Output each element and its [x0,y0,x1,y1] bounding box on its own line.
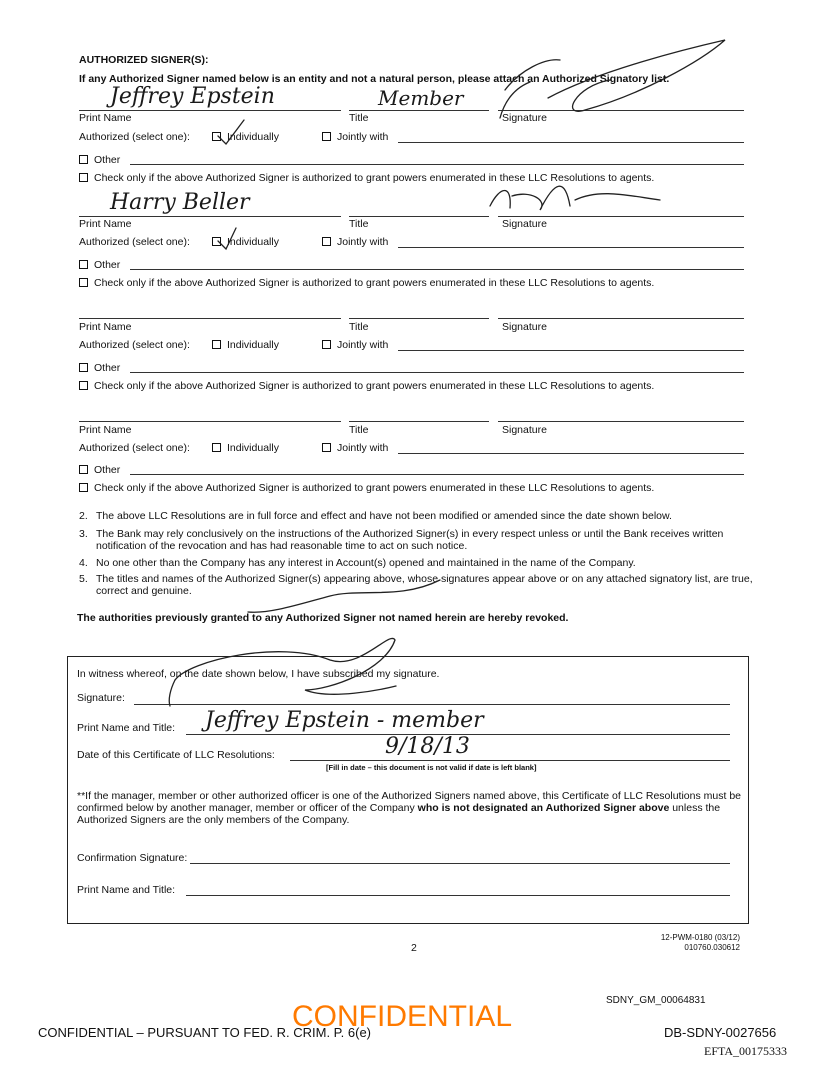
title-label: Title [349,218,369,230]
date-note: [Fill in date – this document is not valid if date is left blank] [326,763,537,772]
certificate-date-value: 9/18/13 [385,734,470,759]
signature-label: Signature [502,321,547,333]
checkbox-icon[interactable] [322,340,331,349]
jointly-option[interactable]: Jointly with [322,131,388,143]
other-option[interactable]: Other [79,362,120,374]
checkbox-icon[interactable] [79,363,88,372]
checkbox-icon[interactable] [322,132,331,141]
signature-label: Signature [502,218,547,230]
page-number: 2 [411,942,417,954]
item-text: The Bank may rely conclusively on the instructions of the Authorized Signer(s) in every respect unless or until the Bank receives written notification of the revocation and has had reasonable time to act on such notice. [96,528,724,552]
jointly-option[interactable]: Jointly with [322,339,388,351]
other-option[interactable]: Other [79,154,120,166]
signature-label: Signature [502,112,547,124]
instruction-text: If any Authorized Signer named below is an entity and not a natural person, please attach an Authorized Signatory list. [79,73,670,85]
print-name-label: Print Name [79,218,132,230]
jointly-option[interactable]: Jointly with [322,442,388,454]
confirmation-signature-label: Confirmation Signature: [77,852,188,864]
checkbox-icon[interactable] [79,173,88,182]
jointly-option[interactable]: Jointly with [322,236,388,248]
authorized-label: Authorized (select one): [79,442,190,454]
authorized-label: Authorized (select one): [79,131,190,143]
witness-signature-label: Signature: [77,692,125,704]
individually-option[interactable]: Individually [212,442,279,454]
signer-title-value: Member [378,86,464,110]
print-name-label: Print Name [79,112,132,124]
checkbox-icon[interactable] [79,465,88,474]
grant-powers-option[interactable]: Check only if the above Authorized Signer is authorized to grant powers enumerated in these LLC Resolutions to agents. [79,172,654,184]
individually-option[interactable]: Individually [212,131,279,143]
item-text: The above LLC Resolutions are in full force and effect and have not been modified or amended since the date shown below. [96,510,672,522]
checkbox-icon[interactable] [79,483,88,492]
witness-name-title-label: Print Name and Title: [77,722,176,734]
witness-name-title-value: Jeffrey Epstein - member [205,708,484,733]
section-heading: AUTHORIZED SIGNER(S): [79,54,209,66]
grant-powers-option[interactable]: Check only if the above Authorized Signer is authorized to grant powers enumerated in these LLC Resolutions to agents. [79,482,654,494]
checkbox-icon[interactable] [79,260,88,269]
bates-number-db: DB-SDNY-0027656 [664,1025,777,1040]
individually-option[interactable]: Individually [212,236,279,248]
confirmation-name-title-label: Print Name and Title: [77,884,176,896]
signature-label: Signature [502,424,547,436]
title-label: Title [349,424,369,436]
title-label: Title [349,112,369,124]
item-text: The titles and names of the Authorized Signer(s) appearing above, whose signatures appear above or on any attached signatory list, are true, correct and genuine. [96,573,753,597]
witness-intro: In witness whereof, on the date shown below, I have subscribed my signature. [77,668,440,680]
bates-number-efta: EFTA_00175333 [704,1044,788,1058]
certificate-date-label: Date of this Certificate of LLC Resolutions: [77,749,275,761]
checkbox-icon[interactable] [212,443,221,452]
checkbox-icon[interactable] [212,340,221,349]
revocation-statement: The authorities previously granted to any Authorized Signer not named herein are hereby revoked. [77,612,569,624]
individually-option[interactable]: Individually [212,339,279,351]
grant-powers-option[interactable]: Check only if the above Authorized Signer is authorized to grant powers enumerated in these LLC Resolutions to agents. [79,277,654,289]
bates-number-gm: SDNY_GM_00064831 [606,995,706,1006]
other-option[interactable]: Other [79,464,120,476]
checkbox-checked-icon[interactable] [212,237,221,246]
item-text: No one other than the Company has any interest in Account(s) opened and maintained in the name of the Company. [96,557,636,569]
print-name-label: Print Name [79,321,132,333]
authorized-label: Authorized (select one): [79,236,190,248]
checkbox-icon[interactable] [79,278,88,287]
checkbox-checked-icon[interactable] [212,132,221,141]
signer-name-value: Harry Beller [110,190,250,215]
grant-powers-option[interactable]: Check only if the above Authorized Signer is authorized to grant powers enumerated in these LLC Resolutions to agents. [79,380,654,392]
title-label: Title [349,321,369,333]
form-code: 12-PWM-0180 (03/12) [660,933,740,942]
checkbox-icon[interactable] [322,237,331,246]
checkbox-icon[interactable] [79,155,88,164]
confirmation-note: **If the manager, member or other authorized officer is one of the Authorized Signers named above, this Certificate of LLC Resolutions must be confirmed below by another manager, member or officer of the Company who is not designated an Authorized Signer above unless the Authorized Signers are the only members of the Company. [77,790,742,826]
other-option[interactable]: Other [79,259,120,271]
form-subcode: 010760.030612 [684,943,740,952]
print-name-label: Print Name [79,424,132,436]
checkbox-icon[interactable] [79,381,88,390]
authorized-label: Authorized (select one): [79,339,190,351]
signer-name-value: Jeffrey Epstein [110,84,275,109]
checkbox-icon[interactable] [322,443,331,452]
confidential-footer: CONFIDENTIAL – PURSUANT TO FED. R. CRIM. P. 6(e) [38,1025,372,1040]
confidential-stamp: CONFIDENTIAL [292,1000,513,1033]
